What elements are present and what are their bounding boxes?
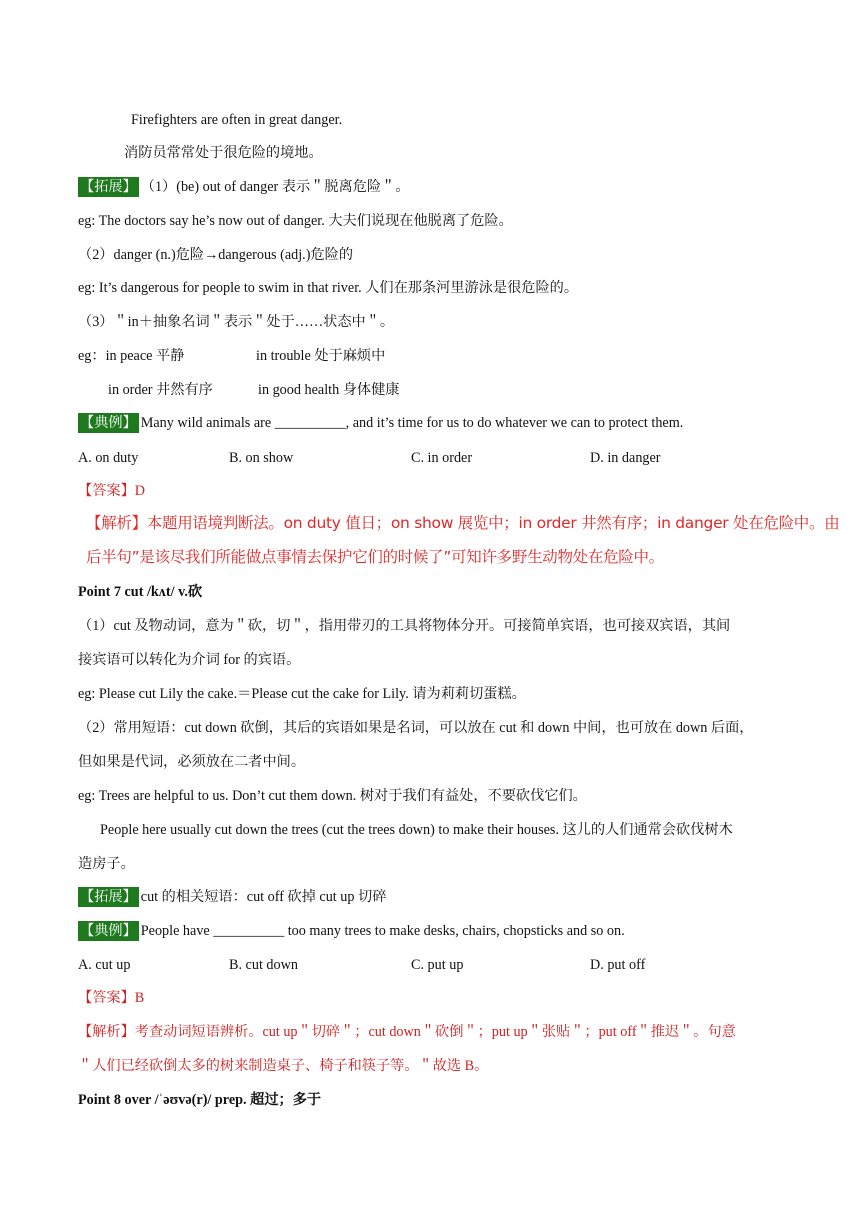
option-d: D. in danger [590, 450, 661, 466]
answer-2: 【答案】B [78, 990, 145, 1006]
question-text: People have __________ too many trees to make desks, chairs, chopsticks and so on. [140, 923, 625, 939]
extension-2 [78, 887, 386, 907]
phrase-example: in order 井然有序 [108, 382, 213, 398]
example-line: eg: It’s dangerous for people to swim in that river. 人们在那条河里游泳是很危险的。 [78, 280, 579, 296]
extension-tag: 【拓展】 [80, 889, 137, 905]
extension-1 [78, 177, 410, 197]
example-line: eg: Trees are helpful to us. Don’t cut them down. 树对于我们有益处，不要砍伐它们。 [78, 788, 587, 804]
analysis-2-line-1: 【解析】考查动词短语辨析。cut up＂切碎＂；cut down＂砍倒＂；put up＂张贴＂；put off＂推迟＂。句意 [78, 1024, 736, 1040]
example-line: eg: Please cut Lily the cake.＝Please cut the cake for Lily. 请为莉莉切蛋糕。 [78, 686, 526, 702]
answer-1: 【答案】D [78, 483, 145, 499]
phrase-example: in trouble 处于麻烦中 [256, 348, 386, 364]
extension-tag: 【拓展】 [80, 179, 137, 195]
option-d: D. put off [590, 957, 646, 973]
example-line: People here usually cut down the trees (cut the trees down) to make their houses. 这儿的人们通常会砍伐树木 [100, 822, 733, 838]
body-line: （2）常用短语：cut down 砍倒，其后的宾语如果是名词，可以放在 cut 和 down 中间，也可放在 down 后面， [78, 720, 754, 736]
example-question-2 [78, 921, 625, 941]
option-b: B. cut down [229, 957, 298, 973]
phrase-example: in good health 身体健康 [258, 382, 400, 398]
option-a: A. cut up [78, 957, 131, 973]
option-a: A. on duty [78, 450, 139, 466]
analysis-1-line-2: 后半句”是该尽我们所能做点事情去保护它们的时候了”可知许多野生动物处在危险中。 [86, 548, 664, 566]
analysis-1-line-1: 【解析】本题用语境判断法。on duty 值日；on show 展览中；in order 井然有序；in danger 处在危险中。由 [86, 514, 840, 532]
question-text: Many wild animals are __________, and it’s time for us to do whatever we can to protect them. [140, 415, 684, 431]
phrase-example: eg：in peace 平静 [78, 348, 185, 364]
example-line: 造房子。 [78, 856, 135, 872]
extension-text: （1）(be) out of danger 表示＂脱离危险＂。 [140, 179, 410, 195]
example-tag: 【典例】 [80, 923, 137, 939]
example-translation: 消防员常常处于很危险的境地。 [124, 145, 323, 161]
body-line: 但如果是代词，必须放在二者中间。 [78, 754, 306, 770]
point-8-heading: Point 8 over /ˈəʊvə(r)/ prep. 超过；多于 [78, 1092, 322, 1108]
example-tag: 【典例】 [80, 415, 137, 431]
note-line: （3）＂in＋抽象名词＂表示＂处于……状态中＂。 [78, 314, 395, 330]
option-c: C. put up [411, 957, 464, 973]
option-c: C. in order [411, 450, 473, 466]
analysis-2-line-2: ＂人们已经砍倒太多的树来制造桌子、椅子和筷子等。＂故选 B。 [78, 1058, 489, 1074]
example-question-1 [78, 413, 683, 433]
example-line: eg: The doctors say he’s now out of danger. 大夫们说现在他脱离了危险。 [78, 213, 513, 229]
example-sentence: Firefighters are often in great danger. [131, 112, 343, 128]
option-b: B. on show [229, 450, 294, 466]
extension-text: cut 的相关短语：cut off 砍掉 cut up 切碎 [140, 889, 387, 905]
body-line: 接宾语可以转化为介词 for 的宾语。 [78, 652, 301, 668]
note-line: （2）danger (n.)危险→dangerous (adj.)危险的 [78, 247, 354, 263]
point-7-heading: Point 7 cut /kʌt/ v.砍 [78, 584, 203, 600]
body-line: （1）cut 及物动词，意为＂砍，切＂，指用带刃的工具将物体分开。可接简单宾语，也可接双宾语，其间 [78, 618, 731, 634]
